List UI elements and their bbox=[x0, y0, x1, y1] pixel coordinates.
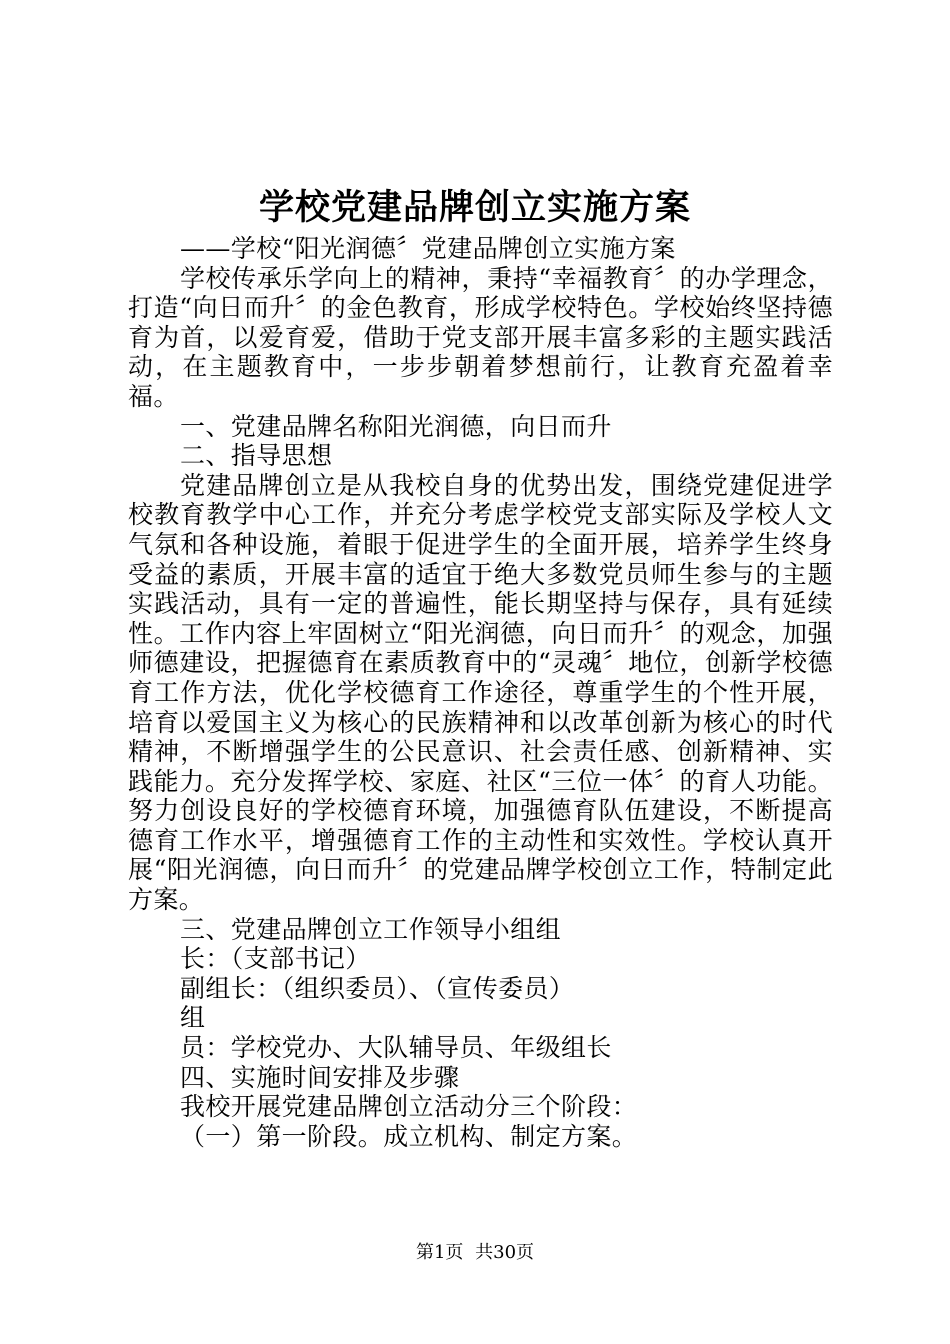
members-label-line: 组 bbox=[180, 1003, 206, 1033]
leader-line: 长：（支部书记） bbox=[180, 944, 371, 974]
page-footer bbox=[0, 1241, 950, 1265]
section-heading-guiding-ideology: 二、指导思想 bbox=[180, 441, 333, 471]
phase-one-line: （一）第一阶段。成立机构、制定方案。 bbox=[180, 1121, 638, 1151]
members-line: 员：学校党办、大队辅导员、年级组长 bbox=[180, 1033, 612, 1063]
schedule-intro-line: 我校开展党建品牌创立活动分三个阶段： bbox=[180, 1092, 638, 1122]
intro-paragraph: 学校传承乐学向上的精神，秉持“幸福教育〞的办学理念，打造“向日而升〞的金色教育，形成学校特色。学校始终坚持德育为首，以爱育爱，借助于党支部开展丰富多彩的主题实践活动，在主题教育中，一步步朝着梦想前行，让教育充盈着幸福。 bbox=[128, 263, 833, 411]
subtitle-paragraph: ——学校“阳光润德〞党建品牌创立实施方案 bbox=[180, 234, 676, 263]
deputy-leader-line: 副组长：（组织委员）、（宣传委员） bbox=[180, 973, 575, 1003]
page-total: 共30页 bbox=[475, 1242, 535, 1263]
section-heading-leadership-group: 三、党建品牌创立工作领导小组组 bbox=[180, 914, 562, 944]
section-heading-schedule: 四、实施时间安排及步骤 bbox=[180, 1062, 460, 1092]
document-body bbox=[128, 234, 833, 1151]
document-title: 学校党建品牌创立实施方案 bbox=[258, 187, 691, 228]
section-heading-brand-name: 一、党建品牌名称阳光润德，向日而升 bbox=[180, 411, 612, 441]
guiding-ideology-paragraph: 党建品牌创立是从我校自身的优势出发，围绕党建促进学校教育教学中心工作，并充分考虑学校党支部实际及学校人文气氛和各种设施，着眼于促进学生的全面开展，培养学生终身受益的素质，开展丰富的适宜于绝大多数党员师生参与的主题实践活动，具有一定的普遍性，能长期坚持与保存，具有延续性。工作内容上牢固树立“阳光润德，向日而升〞的观念，加强师德建设，把握德育在素质教育中的“灵魂〞地位，创新学校德育工作方法，优化学校德育工作途径，尊重学生的个性开展，培育以爱国主义为核心的民族精神和以改革创新为核心的时代精神，不断增强学生的公民意识、社会责任感、创新精神、实践能力。充分发挥学校、家庭、社区“三位一体〞的育人功能。努力创设良好的学校德育环境，加强德育队伍建设，不断提高德育工作水平，增强德育工作的主动性和实效性。学校认真开展“阳光润德，向日而升〞的党建品牌学校创立工作，特制定此方案。 bbox=[128, 470, 833, 915]
page-number: 第1页 bbox=[415, 1242, 464, 1263]
